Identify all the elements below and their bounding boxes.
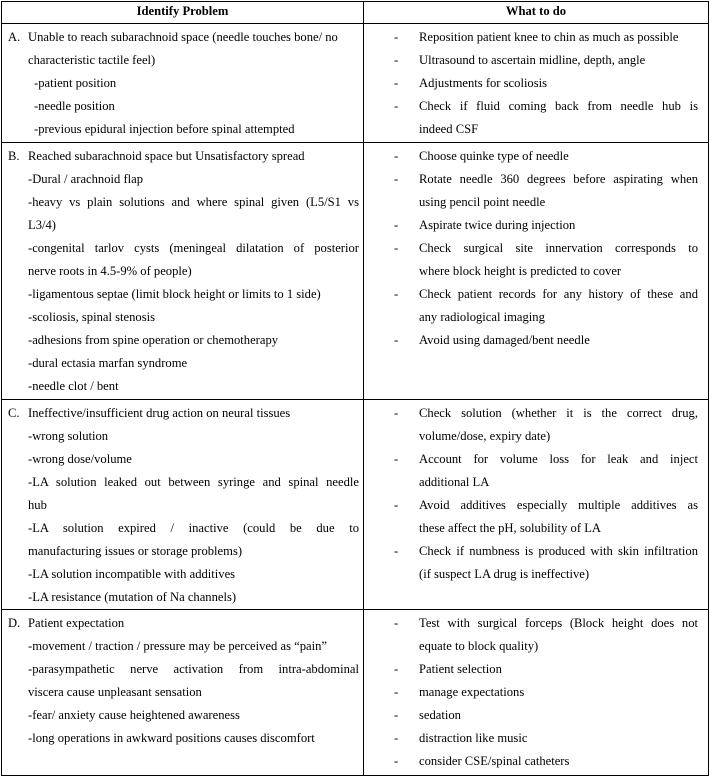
row-letter: B. [8, 149, 20, 163]
action-item: - Ultrasound to ascertain midline, depth, angle [394, 49, 698, 72]
action-item: - Avoid additives especially multiple additives as these affect the pH, solubility of LA [394, 494, 698, 540]
problem-item: -patient position [34, 76, 117, 90]
table-row [2, 400, 709, 610]
problem-item: -congenital tarlov cysts (meningeal dilatation of posterior [28, 241, 359, 255]
problem-item: -scoliosis, spinal stenosis [28, 310, 155, 324]
action-item: - Rotate needle 360 degrees before aspirating when using pencil point needle [394, 168, 698, 214]
action-cell [364, 24, 709, 143]
action-item: - consider CSE/spinal catheters [394, 750, 698, 773]
action-item: - Avoid using damaged/bent needle [394, 329, 698, 352]
action-item: - Check if numbness is produced with skin infiltration (if suspect LA drug is ineffective) [394, 540, 698, 586]
action-item: - Patient selection [394, 658, 698, 681]
row-letter: A. [8, 30, 21, 44]
action-cell [364, 610, 709, 776]
problem-title: Unable to reach subarachnoid space (needle touches bone/ no [28, 30, 338, 44]
problem-cell [2, 143, 364, 400]
problem-item: -wrong dose/volume [28, 452, 132, 466]
troubleshooting-table [1, 1, 709, 776]
header-what-to-do: What to do [364, 2, 709, 24]
problem-item: -adhesions from spine operation or chemotherapy [28, 333, 279, 347]
action-item: - Reposition patient knee to chin as much as possible [394, 26, 698, 49]
problem-title: characteristic tactile feel) [28, 53, 156, 67]
table-row [2, 610, 709, 776]
action-item: - Check if fluid coming back from needle hub is indeed CSF [394, 95, 698, 141]
problem-cell [2, 24, 364, 143]
problem-item: -needle clot / bent [28, 379, 119, 393]
problem-item: -long operations in awkward positions causes discomfort [28, 731, 315, 745]
problem-title: Patient expectation [28, 616, 125, 630]
action-item: - Check surgical site innervation corresponds to where block height is predicted to cover [394, 237, 698, 283]
action-item: - sedation [394, 704, 698, 727]
problem-title: Reached subarachnoid space but Unsatisfactory spread [28, 149, 305, 163]
action-item: - Account for volume loss for leak and inject additional LA [394, 448, 698, 494]
action-item: - manage expectations [394, 681, 698, 704]
action-item: - Test with surgical forceps (Block height does not equate to block quality) [394, 612, 698, 658]
problem-title: Ineffective/insufficient drug action on neural tissues [28, 406, 291, 420]
action-item: - Check solution (whether it is the correct drug, volume/dose, expiry date) [394, 402, 698, 448]
problem-item: -LA solution incompatible with additives [28, 567, 236, 581]
problem-item: -heavy vs plain solutions and where spinal given (L5/S1 vs [28, 195, 359, 209]
header-row [2, 2, 709, 24]
problem-item: -parasympathetic nerve activation from intra-abdominal [28, 662, 359, 676]
action-item: - distraction like music [394, 727, 698, 750]
problem-item: -wrong solution [28, 429, 109, 443]
action-cell [364, 400, 709, 610]
problem-item: -movement / traction / pressure may be perceived as “pain” [28, 639, 327, 653]
problem-item: -LA solution expired / inactive (could be due to [28, 521, 359, 535]
row-letter: C. [8, 406, 20, 420]
problem-cell [2, 610, 364, 776]
problem-item: nerve roots in 4.5-9% of people) [28, 264, 192, 278]
problem-item: L3/4) [28, 218, 56, 232]
action-item: - Check patient records for any history of these and any radiological imaging [394, 283, 698, 329]
problem-item: -fear/ anxiety cause heightened awareness [28, 708, 240, 722]
problem-item: -LA solution leaked out between syringe and spinal needle [28, 475, 359, 489]
problem-item: -needle position [34, 99, 115, 113]
problem-item: -ligamentous septae (limit block height or limits to 1 side) [28, 287, 321, 301]
table-row [2, 143, 709, 400]
header-identify-problem: Identify Problem [2, 2, 364, 24]
problem-item: -LA resistance (mutation of Na channels) [28, 590, 237, 604]
problem-item: viscera cause unpleasant sensation [28, 685, 202, 699]
action-item: - Adjustments for scoliosis [394, 72, 698, 95]
problem-cell [2, 400, 364, 610]
problem-item: -dural ectasia marfan syndrome [28, 356, 188, 370]
problem-item: manufacturing issues or storage problems) [28, 544, 243, 558]
table-row [2, 24, 709, 143]
action-cell [364, 143, 709, 400]
action-item: - Choose quinke type of needle [394, 145, 698, 168]
problem-item: -Dural / arachnoid flap [28, 172, 144, 186]
action-item: - Aspirate twice during injection [394, 214, 698, 237]
row-letter: D. [8, 616, 21, 630]
problem-item: hub [28, 498, 47, 512]
problem-item: -previous epidural injection before spinal attempted [34, 122, 295, 136]
